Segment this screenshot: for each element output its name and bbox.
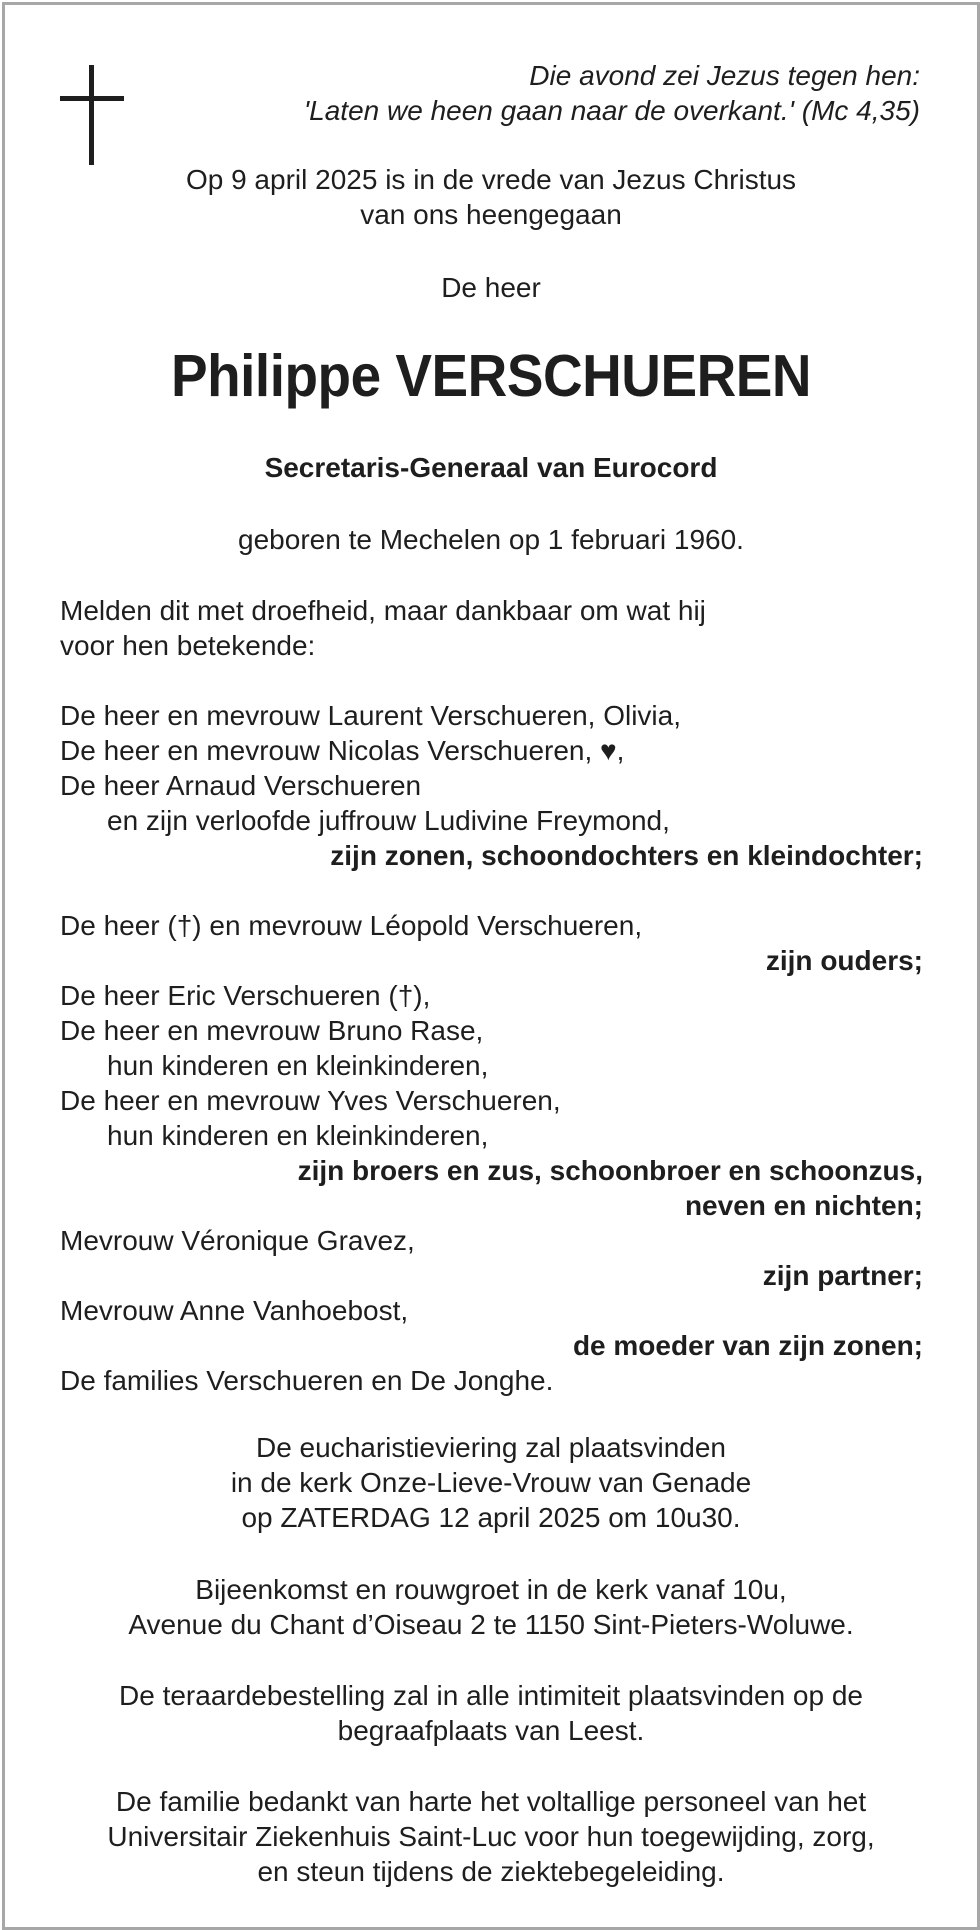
family-role: de moeder van zijn zonen; [572, 1330, 923, 1361]
ceremony-line: op ZATERDAG 12 april 2025 om 10u30. [241, 1502, 741, 1533]
thanks-info [5, 1784, 977, 1889]
family-role: zijn partner; [762, 1260, 923, 1291]
death-announcement [5, 162, 977, 232]
family-line: Mevrouw Anne Vanhoebost, [60, 1295, 409, 1326]
family-line: De heer en mevrouw Laurent Verschueren, Olivia, [60, 700, 681, 731]
family-line: De heer en mevrouw Nicolas Verschueren, ♥, [60, 735, 625, 766]
cross-icon [60, 65, 124, 165]
intro-line: Melden dit met droefheid, maar dankbaar om wat hij [60, 595, 706, 626]
intro-line: voor hen betekende: [60, 630, 316, 661]
family-role: zijn zonen, schoondochters en kleindochter; [330, 840, 923, 871]
family-role: neven en nichten; [684, 1190, 923, 1221]
ceremony-info [5, 1430, 977, 1535]
family-list [60, 698, 923, 1398]
birth-info: geboren te Mechelen op 1 februari 1960. [238, 524, 744, 555]
family-line: De heer en mevrouw Yves Verschueren, [60, 1085, 561, 1116]
gathering-info [5, 1572, 977, 1642]
family-line: De heer Eric Verschueren (†), [60, 980, 431, 1011]
burial-info [5, 1678, 977, 1748]
quote-line: 'Laten we heen gaan naar de overkant.' (Mc 4,35) [303, 95, 920, 126]
salutation: De heer [441, 272, 541, 303]
bible-quote [304, 58, 920, 128]
obituary-card [2, 2, 980, 1930]
thanks-line: Universitair Ziekenhuis Saint-Luc voor hun toegewijding, zorg, [107, 1821, 875, 1852]
thanks-line: De familie bedankt van harte het voltallige personeel van het [115, 1786, 867, 1817]
family-line: hun kinderen en kleinkinderen, [107, 1050, 489, 1081]
burial-line: begraafplaats van Leest. [337, 1715, 645, 1746]
family-line: en zijn verloofde juffrouw Ludivine Freymond, [107, 805, 670, 836]
family-role: zijn broers en zus, schoonbroer en schoonzus, [297, 1155, 923, 1186]
family-role: zijn ouders; [765, 945, 923, 976]
family-line: Mevrouw Véronique Gravez, [60, 1225, 415, 1256]
intro-text [60, 593, 923, 663]
quote-line: Die avond zei Jezus tegen hen: [529, 60, 920, 91]
gathering-line: Bijeenkomst en rouwgroet in de kerk vanaf 10u, [195, 1574, 787, 1605]
deceased-function: Secretaris-Generaal van Eurocord [264, 452, 718, 483]
gathering-line: Avenue du Chant d’Oiseau 2 te 1150 Sint-Pieters-Woluwe. [128, 1609, 854, 1640]
family-line: De heer en mevrouw Bruno Rase, [60, 1015, 484, 1046]
family-line: De heer (†) en mevrouw Léopold Verschueren, [60, 910, 643, 941]
burial-line: De teraardebestelling zal in alle intimiteit plaatsvinden op de [119, 1680, 863, 1711]
family-closing: De families Verschueren en De Jonghe. [60, 1365, 554, 1396]
ceremony-line: De eucharistieviering zal plaatsvinden [255, 1432, 727, 1463]
announcement-line: van ons heengegaan [360, 199, 622, 230]
family-line: De heer Arnaud Verschueren [60, 770, 422, 801]
deceased-name: Philippe VERSCHUEREN [170, 343, 812, 409]
family-line: hun kinderen en kleinkinderen, [107, 1120, 489, 1151]
thanks-line: en steun tijdens de ziektebegeleiding. [257, 1856, 725, 1887]
announcement-line: Op 9 april 2025 is in de vrede van Jezus Christus [185, 164, 797, 195]
ceremony-line: in de kerk Onze-Lieve-Vrouw van Genade [230, 1467, 752, 1498]
